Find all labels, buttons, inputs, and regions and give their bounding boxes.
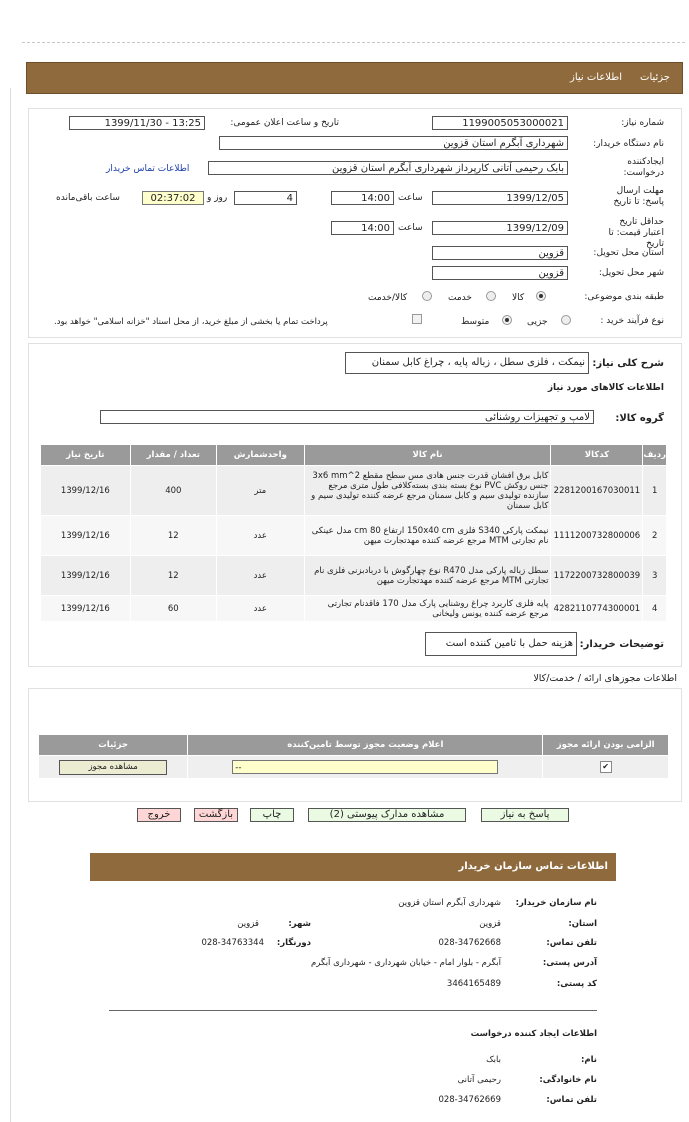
license-status-cell: [188, 756, 543, 779]
tab-details[interactable]: جزئیات: [640, 72, 670, 83]
row-date: 1399/12/16: [41, 596, 131, 622]
back-button[interactable]: بازگشت: [194, 808, 238, 822]
buyer-province-label: استان:: [568, 919, 597, 929]
exit-button[interactable]: خروج: [137, 808, 181, 822]
top-divider: [22, 42, 685, 43]
creator-field: بابک رحیمی آتانی کارپرداز شهرداری آبگرم استان قزوین: [208, 161, 568, 175]
buyer-contact-link[interactable]: اطلاعات تماس خریدار: [106, 164, 190, 174]
buyer-notes-label: توضیحات خریدار:: [579, 639, 664, 650]
buyer-name-field: شهرداری آبگرم استان قزوین: [219, 136, 568, 150]
process-medium-label: متوسط: [461, 317, 490, 327]
table-row: [41, 556, 667, 596]
category-goods-radio[interactable]: [536, 291, 546, 301]
days-word: روز و: [207, 193, 228, 203]
need-number-label: شماره نیاز:: [621, 118, 664, 128]
category-label: طبقه بندی موضوعی:: [584, 292, 664, 302]
licenses-table-header: [39, 735, 669, 756]
row-code: 1172200732800039: [551, 556, 643, 596]
buyer-contact-header: [90, 853, 616, 881]
buyer-city-value: قزوین: [237, 919, 259, 929]
licenses-title: اطلاعات مجوزهای ارائه / خدمت/کالا: [533, 673, 677, 684]
row-name: نیمکت پارکی S340 فلزی 150x40 cm ارتفاع 80 cm مدل عینکی نام تجارتی MTM مرجع عرضه کننده مهدتجارت میهن: [304, 516, 551, 556]
treasury-payment-checkbox[interactable]: [412, 314, 422, 324]
row-code: 4282110774300001: [551, 596, 643, 622]
row-qty: 400: [130, 466, 216, 516]
goods-group-label: گروه کالا:: [615, 413, 664, 424]
buyer-postal-label: کد پستی:: [556, 979, 597, 989]
buyer-contact-title: اطلاعات تماس سازمان خریدار: [458, 861, 608, 872]
creator-phone-value: 028-34762669: [438, 1095, 501, 1105]
buyer-phone-value: 028-34762668: [438, 938, 501, 948]
summary-field: نیمکت ، فلزی سطل ، زباله پایه ، چراغ کابل سمنان: [345, 352, 589, 374]
creator-contact-title: اطلاعات ایجاد کننده درخواست: [470, 1029, 597, 1039]
table-row: [41, 516, 667, 556]
days-field: 4: [234, 191, 297, 205]
reply-button[interactable]: پاسخ به نیاز: [481, 808, 569, 822]
buyer-name-label: نام دستگاه خریدار:: [593, 139, 664, 149]
buyer-postal-value: 3464165489: [446, 979, 501, 989]
deadline-time-field: 14:00: [331, 191, 394, 205]
announce-field: 1399/11/30 - 13:25: [69, 116, 205, 130]
process-partial-radio[interactable]: [561, 315, 571, 325]
buyer-province-value: قزوین: [479, 919, 501, 929]
contact-divider: [109, 1010, 597, 1011]
creator-family-label: نام خانوادگی:: [539, 1075, 597, 1085]
delivery-province-field: قزوین: [432, 246, 568, 260]
treasury-payment-note: پرداخت تمام یا بخشی از مبلغ خرید، از محل اسناد "خزانه اسلامی" خواهد بود.: [54, 317, 328, 327]
buyer-fax-value: 028-34763344: [201, 938, 264, 948]
row-name: پایه فلزی کاربرد چراغ روشنایی پارک مدل 170 فاقدنام تجارتی مرجع عرضه کننده یونس ولیخانی: [304, 596, 551, 622]
col-row-header: ردیف: [643, 445, 667, 466]
delivery-city-field: قزوین: [432, 266, 568, 280]
process-partial-label: جزیی: [527, 317, 548, 327]
row-index: 4: [643, 596, 667, 622]
table-row: [41, 596, 667, 622]
row-unit: عدد: [216, 556, 304, 596]
col-date-header: تاریخ نیاز: [41, 445, 131, 466]
table-row: [39, 756, 669, 779]
need-number-field: 1199005053000021: [432, 116, 568, 130]
col-license-status-header: اعلام وضعیت مجوز توسط تامین‌کننده: [188, 735, 543, 756]
org-name-value: شهرداری آبگرم استان قزوین: [398, 898, 501, 908]
row-name: کابل برق افشان قدرت جنس هادی مس سطح مقطع 3x6 mm^2 جنس روکش PVC نوع بسته بندی بسته‌کلافی طول متری مرجع سازنده تولیدی سیم و کابل سمنان مرجع عرضه کننده تولیدی سیم و کابل سمنان: [304, 466, 551, 516]
col-license-details-header: جزئیات: [39, 735, 188, 756]
buyer-notes-field: هزینه حمل با تامین کننده است: [425, 632, 577, 656]
remaining-label: ساعت باقی‌مانده: [56, 193, 120, 203]
row-name: سطل زباله پارکی مدل R470 نوع چهارگوش با دربادبزنی فلزی نام تجارتی MTM مرجع عرضه کننده مهدتجارت میهن: [304, 556, 551, 596]
license-status-field[interactable]: --: [232, 760, 498, 774]
buyer-phone-label: تلفن تماس:: [546, 938, 597, 948]
row-qty: 12: [130, 516, 216, 556]
validity-time-field: 14:00: [331, 221, 394, 235]
creator-name-label: نام:: [580, 1055, 597, 1065]
row-index: 3: [643, 556, 667, 596]
col-code-header: کدکالا: [551, 445, 643, 466]
col-qty-header: تعداد / مقدار: [130, 445, 216, 466]
deadline-label: مهلت ارسال پاسخ: تا تاریخ: [613, 186, 664, 207]
summary-label: شرح کلی نیاز:: [592, 358, 664, 369]
row-date: 1399/12/16: [41, 466, 131, 516]
deadline-date-field: 1399/12/05: [432, 191, 568, 205]
category-goods-service-radio[interactable]: [422, 291, 432, 301]
deadline-time-word: ساعت: [398, 193, 423, 203]
buyer-city-label: شهر:: [288, 919, 311, 929]
category-goods-service-label: کالا/خدمت: [368, 293, 408, 303]
row-qty: 12: [130, 556, 216, 596]
validity-date-field: 1399/12/09: [432, 221, 568, 235]
buyer-fax-label: دورنگار:: [276, 938, 311, 948]
creator-phone-label: تلفن تماس:: [546, 1095, 597, 1105]
row-unit: عدد: [216, 516, 304, 556]
license-details-cell: [39, 756, 188, 779]
row-unit: متر: [216, 466, 304, 516]
validity-time-word: ساعت: [398, 223, 423, 233]
row-index: 2: [643, 516, 667, 556]
goods-table-header: [41, 445, 667, 466]
row-date: 1399/12/16: [41, 556, 131, 596]
creator-name-value: بابک: [486, 1055, 501, 1065]
buyer-address-label: آدرس پستی:: [542, 958, 597, 968]
process-medium-radio[interactable]: [502, 315, 512, 325]
category-service-label: خدمت: [448, 293, 472, 303]
validity-label: حداقل تاریخ اعتبار قیمت: تا تاریخ: [608, 217, 664, 249]
buyer-address-value: آبگرم - بلوار امام - خیابان شهرداری - شهرداری آبگرم: [311, 958, 501, 968]
category-goods-label: کالا: [512, 293, 525, 303]
delivery-province-label: استان محل تحویل:: [593, 248, 664, 258]
col-name-header: نام کالا: [304, 445, 551, 466]
goods-info-title: اطلاعات کالاهای مورد نیاز: [547, 383, 664, 393]
row-date: 1399/12/16: [41, 516, 131, 556]
col-license-required-header: الزامی بودن ارائه مجوز: [543, 735, 669, 756]
page-left-border: [10, 88, 11, 1122]
licenses-table: [38, 734, 669, 779]
col-unit-header: واحدشمارش: [216, 445, 304, 466]
creator-family-value: رحیمی آتانی: [457, 1075, 501, 1085]
goods-group-field: لامپ و تجهیزات روشنائی: [100, 410, 594, 424]
goods-table: [40, 444, 667, 622]
row-index: 1: [643, 466, 667, 516]
row-unit: عدد: [216, 596, 304, 622]
tab-need-info[interactable]: اطلاعات نیاز: [570, 72, 622, 83]
license-required-cell: [543, 756, 669, 779]
creator-label: ایجادکننده درخواست:: [623, 157, 664, 178]
page-header-bar: [26, 62, 683, 94]
print-button[interactable]: چاپ: [250, 808, 294, 822]
table-row: [41, 466, 667, 516]
remaining-timer: 02:37:02: [142, 191, 204, 205]
process-type-label: نوع فرآیند خرید :: [600, 316, 664, 326]
view-license-button[interactable]: مشاهده مجوز: [59, 760, 167, 775]
row-code: 2281200167030011: [551, 466, 643, 516]
category-service-radio[interactable]: [486, 291, 496, 301]
row-code: 1111200732800006: [551, 516, 643, 556]
row-qty: 60: [130, 596, 216, 622]
announce-label: تاریخ و ساعت اعلان عمومی:: [230, 118, 339, 128]
license-required-checkbox[interactable]: ✔: [600, 761, 612, 773]
delivery-city-label: شهر محل تحویل:: [598, 268, 664, 278]
org-name-label: نام سازمان خریدار:: [515, 898, 597, 908]
view-attachments-button[interactable]: مشاهده مدارک پیوستی (2): [308, 808, 466, 822]
